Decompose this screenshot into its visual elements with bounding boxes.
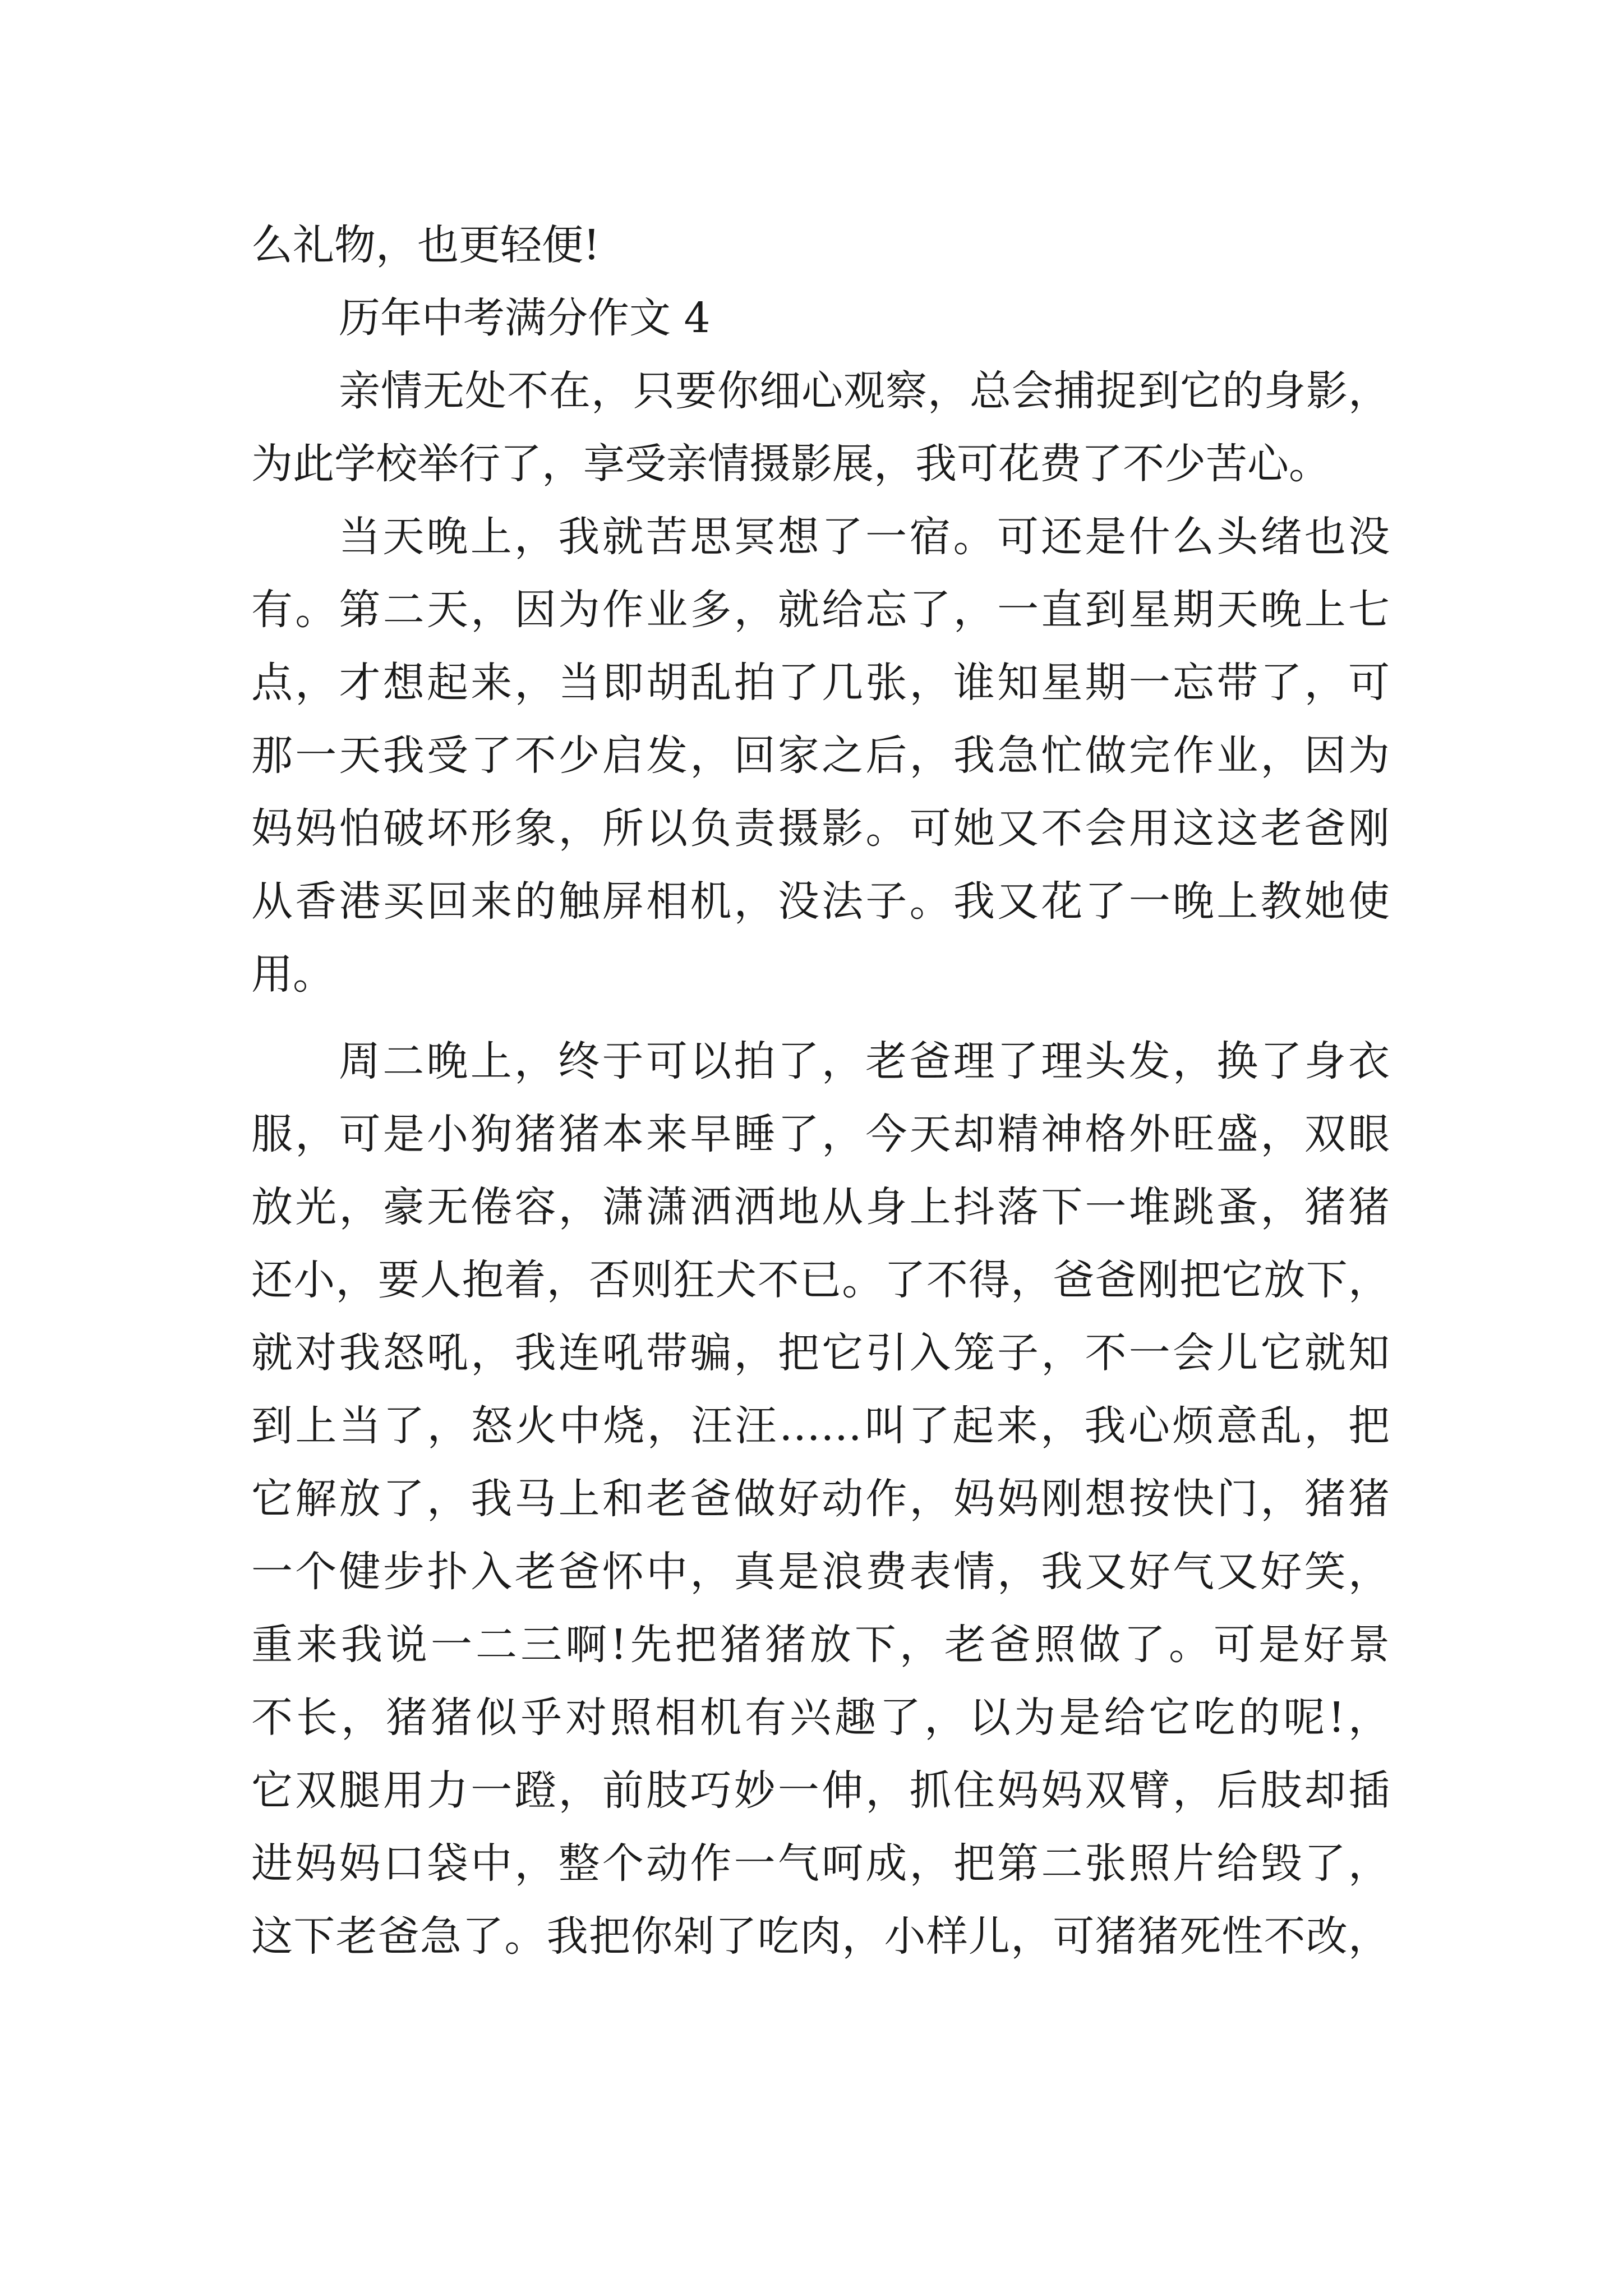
text-line: 重来我说一二三啊!先把猪猪放下，老爸照做了。可是好景	[251, 1621, 1390, 1669]
text-line: 还小，要人抱着，否则狂犬不已。了不得，爸爸刚把它放下，	[251, 1256, 1390, 1304]
text-line: 不长，猪猪似乎对照相机有兴趣了，以为是给它吃的呢!，	[251, 1694, 1390, 1742]
text-line: 就对我怒吼，我连吼带骗，把它引入笼子，不一会儿它就知	[251, 1329, 1390, 1377]
text-line: 服，可是小狗猪猪本来早睡了，今天却精神格外旺盛，双眼	[251, 1110, 1390, 1158]
text-line: 放光，豪无倦容，潇潇洒洒地从身上抖落下一堆跳蚤，猪猪	[251, 1183, 1390, 1231]
text-line: 么礼物，也更轻便!	[251, 221, 600, 269]
text-line: 那一天我受了不少启发，回家之后，我急忙做完作业，因为	[251, 731, 1390, 780]
text-line: 周二晚上，终于可以拍了，老爸理了理头发，换了身衣	[339, 1037, 1390, 1085]
text-line: 从香港买回来的触屏相机，没法子。我又花了一晚上教她使	[251, 877, 1390, 926]
text-line: 用。	[251, 950, 334, 999]
essay-heading: 历年中考满分作文 4	[339, 294, 711, 342]
text-line: 点，才想起来，当即胡乱拍了几张，谁知星期一忘带了，可	[251, 659, 1390, 707]
text-line: 这下老爸急了。我把你剁了吃肉，小样儿，可猪猪死性不改，	[251, 1912, 1390, 1961]
text-line: 一个健步扑入老爸怀中，真是浪费表情，我又好气又好笑，	[251, 1548, 1390, 1596]
document-body	[251, 209, 1390, 1973]
text-line: 亲情无处不在，只要你细心观察，总会捕捉到它的身影，	[339, 367, 1390, 415]
text-line: 为此学校举行了，享受亲情摄影展，我可花费了不少苦心。	[251, 440, 1330, 488]
text-line: 妈妈怕破坏形象，所以负责摄影。可她又不会用这这老爸刚	[251, 804, 1390, 853]
paragraph-gap	[251, 1011, 1390, 1025]
text-line: 它双腿用力一蹬，前肢巧妙一伸，抓住妈妈双臂，后肢却插	[251, 1766, 1390, 1815]
text-line: 当天晚上，我就苦思冥想了一宿。可还是什么头绪也没	[339, 513, 1390, 561]
text-line: 到上当了，怒火中烧，汪汪……叫了起来，我心烦意乱，把	[251, 1402, 1390, 1450]
text-line: 它解放了，我马上和老爸做好动作，妈妈刚想按快门，猪猪	[251, 1475, 1390, 1523]
text-line: 进妈妈口袋中，整个动作一气呵成，把第二张照片给毁了，	[251, 1839, 1390, 1888]
text-line: 有。第二天，因为作业多，就给忘了，一直到星期天晚上七	[251, 586, 1390, 634]
